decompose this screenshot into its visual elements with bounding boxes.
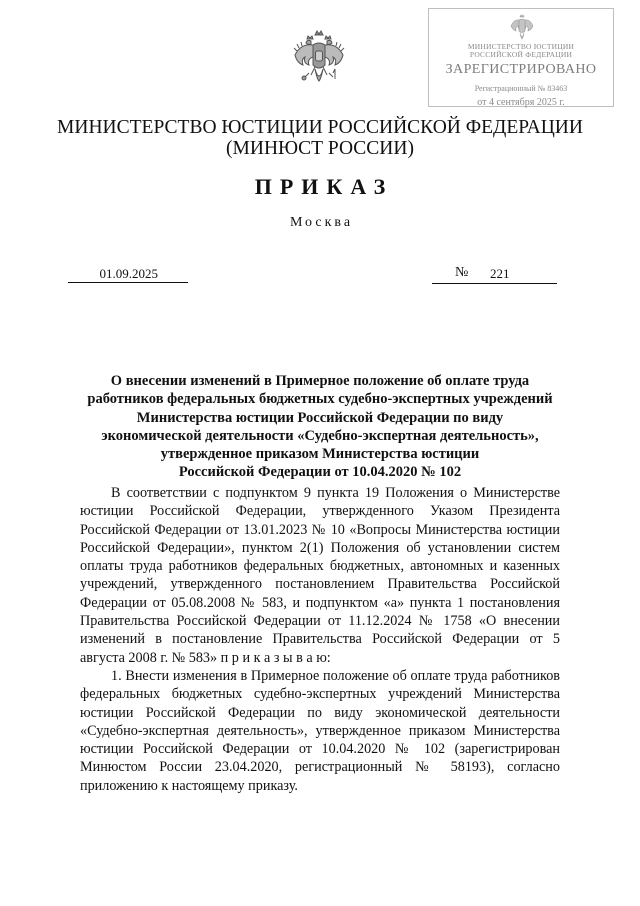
document-type: ПРИКАЗ bbox=[254, 174, 394, 199]
number-sign: № bbox=[455, 265, 469, 280]
title-line: утвержденное приказом Министерства юстиции bbox=[160, 446, 480, 463]
stamp-reg-number: Регистрационный № 83463 bbox=[474, 84, 568, 93]
stamp-authority: МИНИСТЕРСТВО ЮСТИЦИИ РОССИЙСКОЙ ФЕДЕРАЦИИ bbox=[467, 42, 575, 59]
title-line: Российской Федерации от 10.04.2020 № 102 bbox=[178, 464, 462, 481]
title-line: Министерства юстиции Российской Федерации по виду bbox=[136, 409, 504, 426]
city: Москва bbox=[289, 215, 354, 230]
order-word: п р и к а з ы в а ю: bbox=[220, 649, 331, 666]
title-line: работников федеральных бюджетных судебно-экспертных учреждений bbox=[87, 391, 553, 408]
order-body bbox=[80, 484, 560, 795]
preamble-paragraph bbox=[80, 484, 560, 667]
number-underline bbox=[432, 283, 557, 284]
ministry-short-name: (МИНЮСТ РОССИИ) bbox=[226, 138, 414, 159]
order-number: 221 bbox=[490, 266, 510, 281]
order-date: 01.09.2025 bbox=[68, 266, 188, 283]
title-line: О внесении изменений в Примерное положение об оплате труда bbox=[110, 373, 530, 389]
order-title bbox=[70, 372, 570, 482]
title-line: экономической деятельности «Судебно-экспертная деятельность», bbox=[101, 427, 539, 444]
stamp-emblem-icon bbox=[509, 14, 535, 41]
item-1-paragraph: 1. Внести изменения в Примерное положение об оплате труда работников федеральных бюджетных судебно-экспертных учреждений Министерства юстиции Российской Федерации по виду экономической деятельности «Судебно-экспертная деятельность», утвержденное приказом Министерства юстиции Российской Федерации от 10.04.2020 № 102 (зарегистрирован Минюстом России 23.04.2020, регистрационный № 58193), согласно приложению к настоящему приказу. bbox=[80, 667, 560, 794]
ministry-name: МИНИСТЕРСТВО ЮСТИЦИИ РОССИЙСКОЙ ФЕДЕРАЦИИ bbox=[57, 117, 583, 138]
stamp-reg-date: от 4 сентября 2025 г. bbox=[477, 97, 565, 108]
stamp-status: ЗАРЕГИСТРИРОВАНО bbox=[445, 62, 597, 77]
russian-emblem-icon bbox=[291, 29, 347, 89]
preamble-text: В соответствии с подпунктом 9 пункта 19 Положения о Министерстве юстиции Российской Федерации, утвержденного Указом Президента Российской Федерации от 13.01.2023 № 10 «Вопросы Министерства юстиции Российской Федерации», пунктом 2(1) Положения об установлении систем оплаты труда работников федеральных бюджетных, автономных и казенных учреждений, утвержденного постановлением Правительства Российской Федерации от 05.08.2008 № 583, и подпунктом «а» пункта 1 постановления Правительства Российской Федерации от 11.12.2024 № 1758 «О внесении изменений в постановление Правительства Российской Федерации от 5 августа 2008 г. № 583» bbox=[80, 485, 560, 666]
registration-stamp bbox=[428, 8, 614, 107]
